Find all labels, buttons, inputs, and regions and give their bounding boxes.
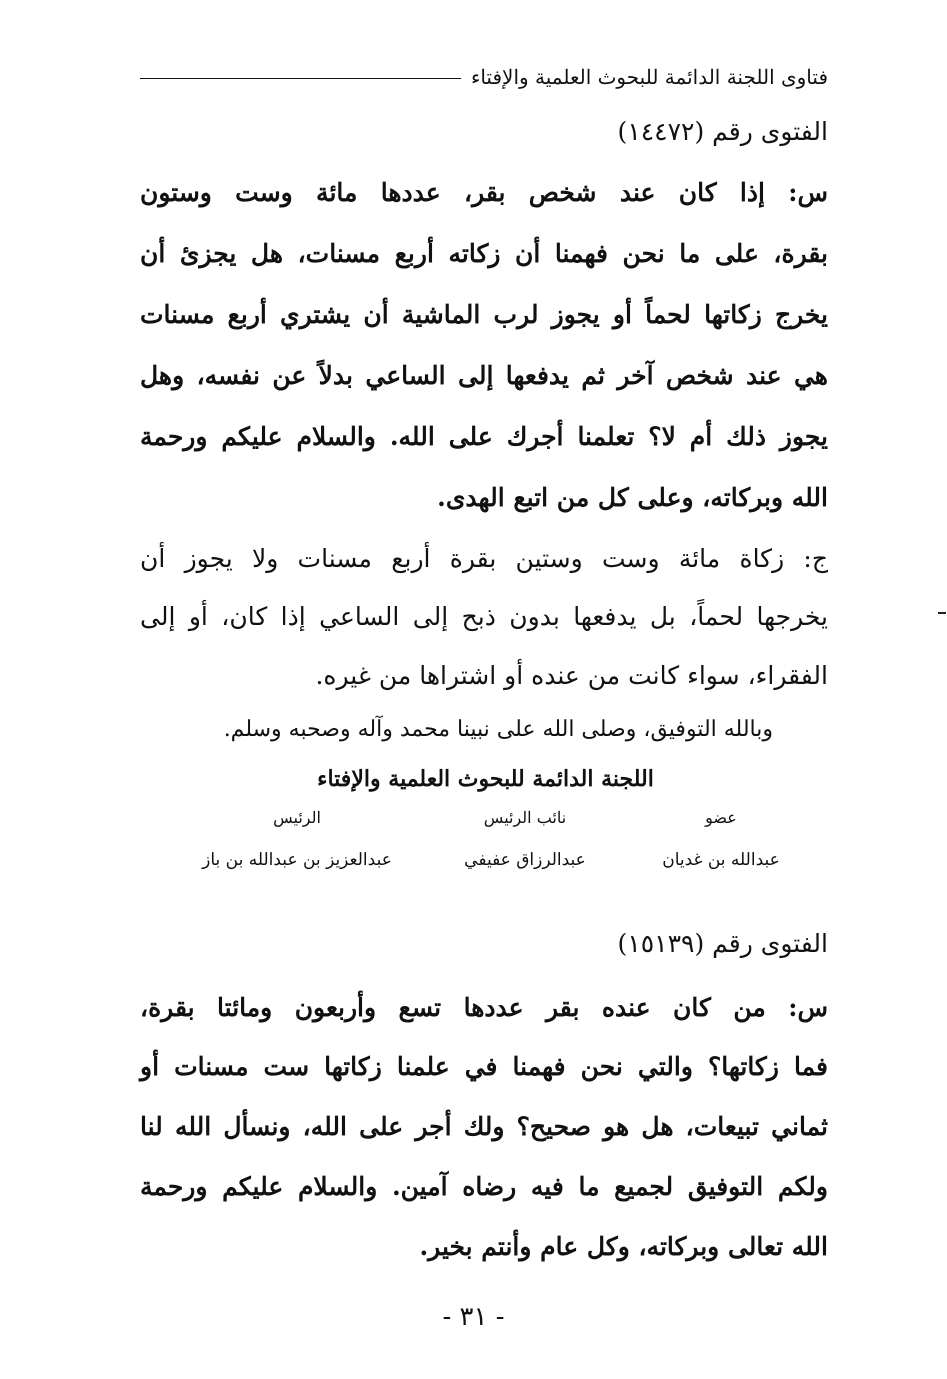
running-header — [140, 62, 828, 92]
fatwa-1-question-line: س: إذا كان عند شخص بقر، عددها مائة وست وستون — [140, 178, 828, 207]
fatwa-2-question-line: ولكم التوفيق لجميع ما فيه رضاه آمين. والسلام عليكم ورحمة — [140, 1172, 828, 1201]
signatory-name: عبدالرزاق عفيفي — [464, 850, 586, 870]
committee-name-text: اللجنة الدائمة للبحوث العلمية والإفتاء — [317, 766, 654, 792]
fatwa-2-question-line: فما زكاتها؟ والتي نحن فهمنا في علمنا زكاتها ست مسنات أو — [140, 1052, 828, 1081]
signatory-role: نائب الرئيس — [483, 808, 567, 827]
committee-name — [0, 768, 947, 790]
fatwa-1-answer-line: ج: زكاة مائة وست وستين بقرة أربع مسنات ولا يجوز أن — [140, 544, 828, 573]
page-number: - ٣١ - — [442, 1302, 505, 1332]
fatwa-1-question-line: هي عند شخص آخر ثم يدفعها إلى الساعي بدلاً عن نفسه، وهل — [140, 361, 828, 390]
fatwa-2-question-line: س: من كان عنده بقر عددها تسع وأربعون ومائتا بقرة، — [140, 993, 828, 1022]
fatwa-1-question-line: بقرة، على ما نحن فهمنا أن زكاته أربع مسنات، هل يجزئ أن — [140, 239, 829, 268]
signatory-role: عضو — [705, 808, 737, 827]
signatory-role: الرئيس — [273, 808, 321, 827]
fatwa-1-answer-line: الفقراء، سواء كانت من عنده أو اشتراها من غيره. — [315, 661, 828, 690]
fatwa-1-question-line: الله وبركاته، وعلى كل من اتبع الهدى. — [437, 483, 828, 512]
closing-supplication: وبالله التوفيق، وصلى الله على نبينا محمد وآله وصحبه وسلم. — [223, 717, 773, 742]
fatwa-2-question-line: الله تعالى وبركاته، وكل عام وأنتم بخير. — [419, 1232, 828, 1261]
fatwa-2-title: الفتوى رقم (١٥١٣٩) — [617, 929, 828, 958]
fatwa-1-question-line: يجوز ذلك أم لا؟ تعلمنا أجرك على الله. والسلام عليكم ورحمة — [140, 422, 828, 451]
signatory-name: عبدالله بن غديان — [662, 850, 780, 870]
fatwa-1-title: الفتوى رقم (١٤٤٧٢) — [617, 117, 828, 146]
margin-mark — [938, 612, 946, 614]
signatory-name: عبدالعزيز بن عبدالله بن باز — [202, 850, 392, 870]
fatwa-1-question-line: يخرج زكاتها لحماً أو يجوز لرب الماشية أن يشتري أربع مسنات — [140, 300, 828, 329]
fatwa-2-question-line: ثماني تبيعات، هل هو صحيح؟ ولك أجر على الله، ونسأل الله لنا — [140, 1112, 828, 1141]
running-title: فتاوى اللجنة الدائمة للبحوث العلمية والإفتاء — [470, 65, 828, 89]
fatwa-1-answer-line: يخرجها لحماً، بل يدفعها بدون ذبح إلى الساعي إذا كان، أو إلى — [140, 602, 828, 631]
header-rule — [140, 78, 461, 79]
